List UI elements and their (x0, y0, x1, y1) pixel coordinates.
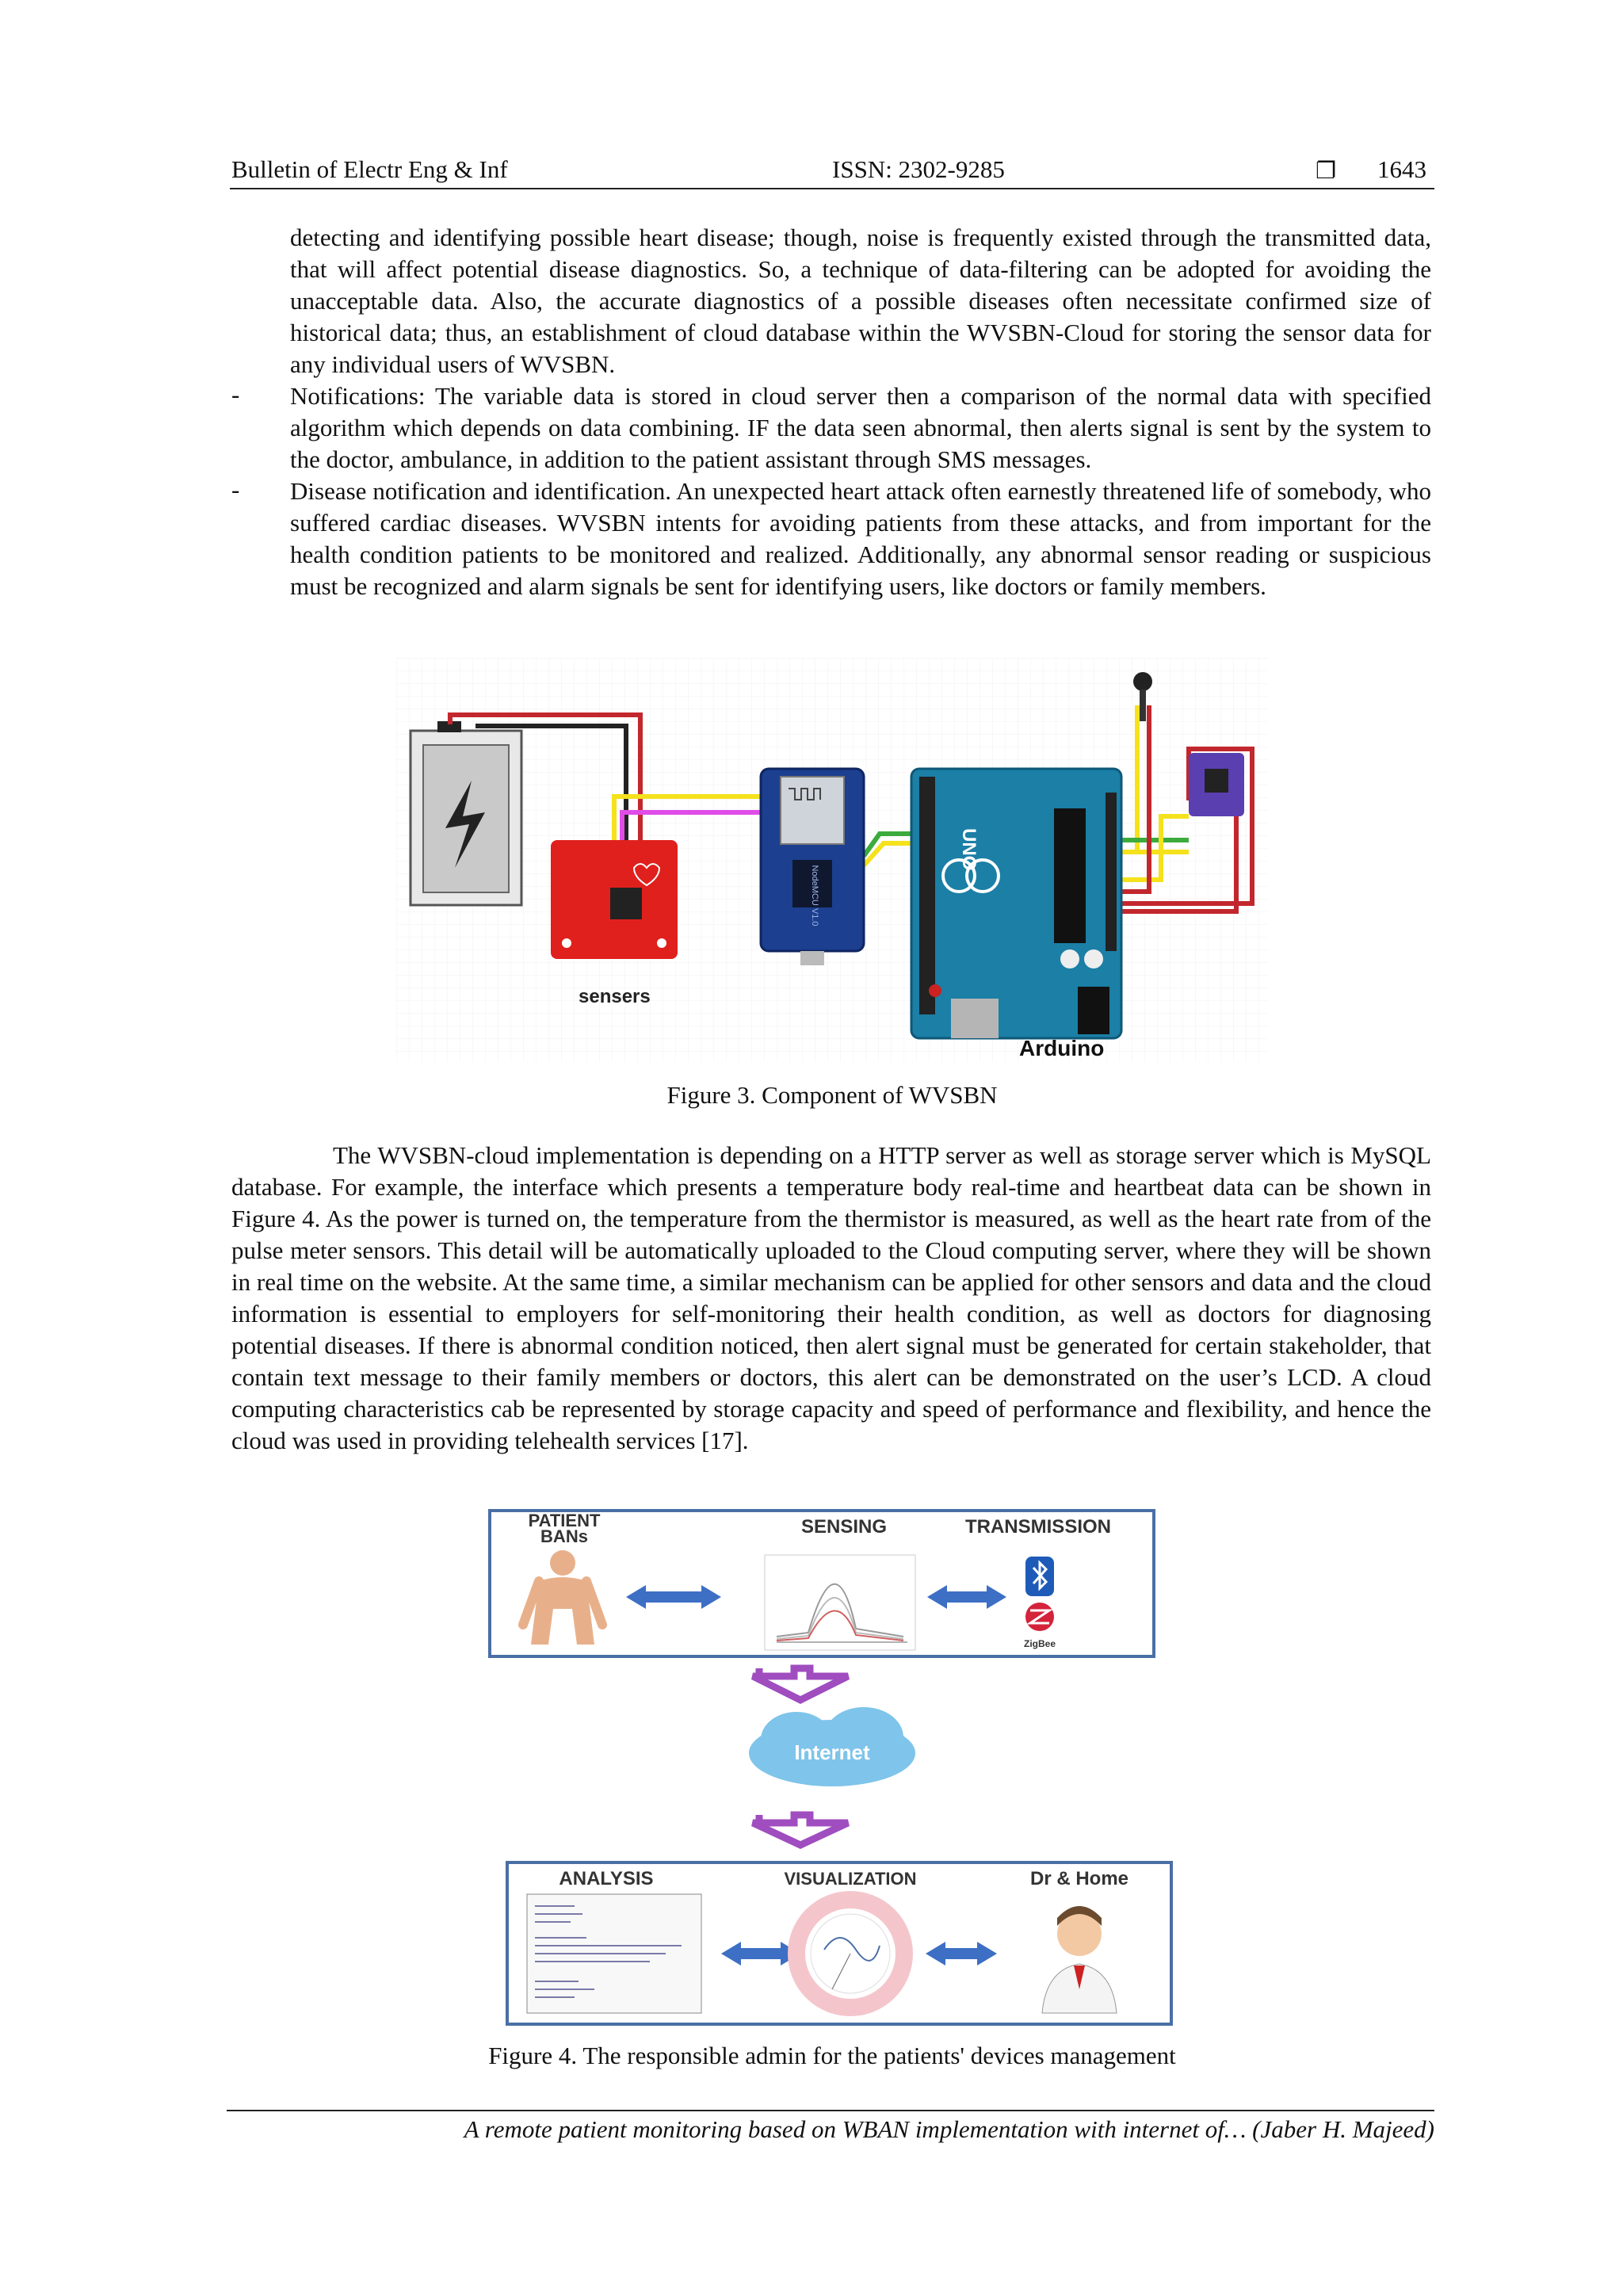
sensor-module (1189, 753, 1244, 816)
sensors-label: sensers (579, 986, 651, 1007)
figure-3-circuit-diagram (396, 658, 1268, 1062)
bluetooth-icon (1025, 1557, 1054, 1596)
bullet-disease-notification: Disease notification and identification. An unexpected heart attack often earnestly threatened life of somebody, who suffered cardiac diseases. WVSBN intents for avoiding patients from these attacks, and from important for the health condition patients to be monitored and realized. Additionally, any abnormal sensor reading or suspicious must be recognized and alarm signals be sent for identifying users, like doctors or family members. (290, 477, 1431, 600)
nodemcu-label: NodeMCU V1.0 (810, 865, 819, 926)
footer-rule (227, 2110, 1434, 2111)
internet-cloud-icon (749, 1707, 915, 1786)
figure-4-system-diagram (483, 1506, 1181, 2029)
main-paragraph: The WVSBN-cloud implementation is depending on a HTTP server as well as storage server which is MySQL database. For example, the interface which presents a temperature body real-time and heartbeat data can be shown in Figure 4. As the power is turned on, the temperature from the thermistor is measured, as well as the heart rate from of the pulse meter sensors. This detail will be automatically uploaded to the Cloud computing server, where they will be shown in real time on the website. At the same time, a similar mechanism can be applied for other sensors and data and the cloud information is essential to employers for self-monitoring their health condition, as well as doctors for diagnosing potential diseases. If there is abnormal condition noticed, then alert signal must be generated for certain stakeholder, that contain text message to their family members or doctors, this alert can be demonstrated on the user’s LCD. A cloud computing characteristics cab be represented by storage capacity and speed of performance and flexibility, and hence the cloud was used in providing telehealth services [17]. (231, 1141, 1431, 1454)
transmission-label: TRANSMISSION (964, 1516, 1112, 1538)
figure-3-caption: Figure 3. Component of WVSBN (666, 1081, 998, 1109)
down-arrow-icon (753, 1815, 848, 1845)
patient-label-line1: PATIENT (528, 1511, 601, 1530)
pulse-sensor-board (551, 840, 678, 959)
battery-icon (411, 721, 521, 905)
uno-label: UNO (958, 828, 980, 871)
zigbee-label: ZigBee (1023, 1638, 1056, 1649)
page-symbol-icon: ❐ (1316, 157, 1336, 184)
page-number: 1643 (1377, 155, 1426, 183)
internet-label: Internet (794, 1740, 870, 1764)
analysis-label: ANALYSIS (559, 1868, 654, 1889)
arduino-label: Arduino (1019, 1036, 1105, 1060)
dr-home-label: Dr & Home (1029, 1868, 1129, 1889)
bullet-dash: - (231, 476, 240, 503)
figure-4-caption: Figure 4. The responsible admin for the patients' devices management (488, 2042, 1176, 2069)
bullet-notifications: Notifications: The variable data is stored in cloud server then a comparison of the normal data with specified algorithm which depends on data combining. IF the data seen abnormal, then alerts signal is sent by the system to the doctor, ambulance, in addition to the patient assistant through SMS messages. (290, 382, 1431, 473)
visualization-ring-icon (796, 1900, 904, 2008)
bullet-dash: - (231, 380, 240, 408)
nodemcu-board (761, 769, 864, 965)
arduino-uno-board (911, 769, 1121, 1038)
sensing-label: SENSING (800, 1516, 888, 1538)
down-arrow-icon (753, 1668, 848, 1700)
running-footer: A remote patient monitoring based on WBAN implementation with internet of… (Jaber H. Majeed) (464, 2115, 1434, 2143)
visualization-label: VISUALIZATION (784, 1869, 917, 1889)
running-header-issn: ISSN: 2302-9285 (832, 155, 1005, 183)
continued-paragraph: detecting and identifying possible heart disease; though, noise is frequently existed through the transmitted data, that will affect potential disease diagnostics. So, a technique of data-filtering can be adopted for avoiding the unacceptable data. Also, the accurate diagnostics of a possible diseases often necessitate confirmed size of historical data; thus, an establishment of cloud database within the WVSBN-Cloud for storing the sensor data for any individual users of WVSBN. (290, 223, 1431, 378)
patient-label-line2: BANs (540, 1526, 588, 1546)
header-rule (230, 188, 1434, 189)
sensing-graph-icon (765, 1555, 915, 1650)
running-header-journal: Bulletin of Electr Eng & Inf (231, 155, 508, 183)
analysis-screenshot-icon (527, 1894, 701, 2013)
